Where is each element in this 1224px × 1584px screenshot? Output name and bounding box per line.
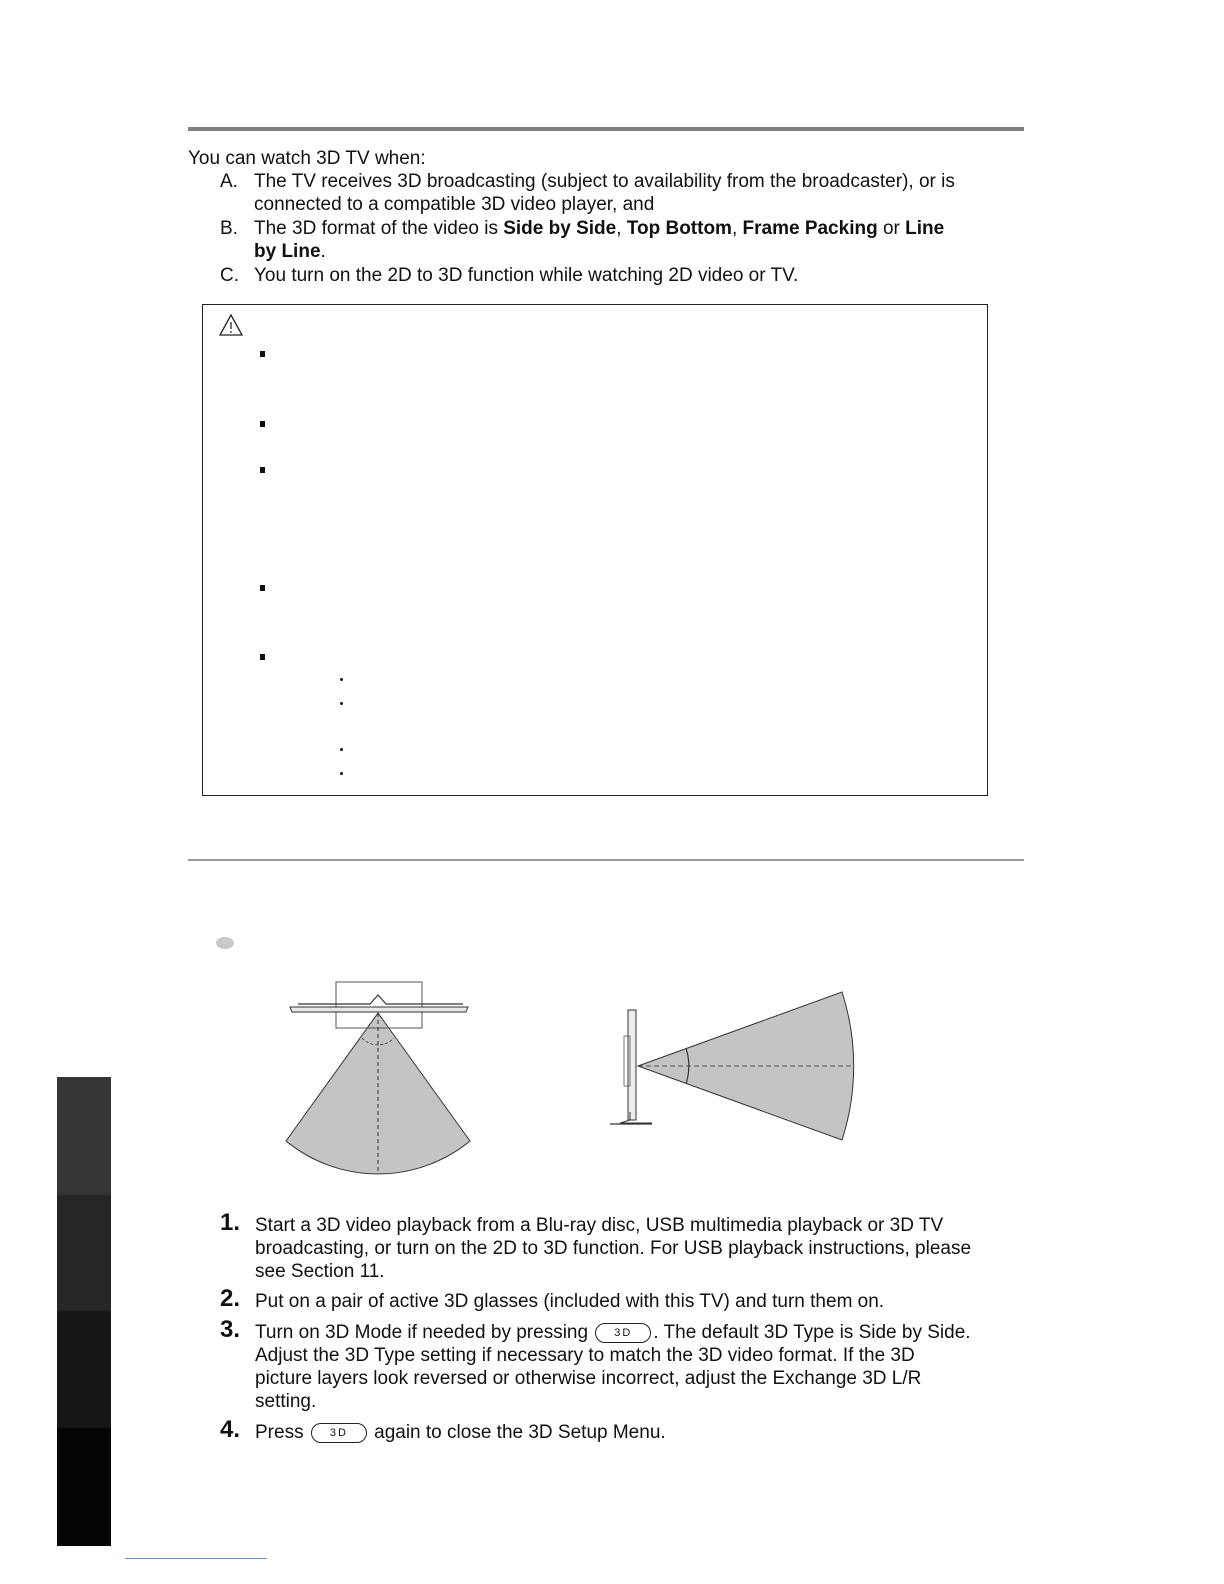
separator: or <box>877 218 906 239</box>
step-text: picture layers look reversed or otherwise incorrect, adjust the Exchange 3D L/R <box>255 1368 922 1389</box>
side-tab[interactable] <box>57 1428 111 1546</box>
format-side-by-side: Side by Side <box>503 218 617 239</box>
step-text: broadcasting, or turn on the 2D to 3D function. For USB playback instructions, please <box>255 1238 972 1259</box>
step-text: Adjust the 3D Type setting if necessary to match the 3D video format. If the 3D <box>255 1345 915 1366</box>
format-top-bottom: Top Bottom <box>626 218 732 239</box>
format-line-by-line: Line <box>905 218 945 239</box>
bullet-dot <box>340 702 343 705</box>
side-tab[interactable] <box>57 1077 111 1195</box>
3d-button-icon: 3D <box>595 1323 651 1343</box>
separator: , <box>616 218 627 239</box>
condition-letter: C. <box>220 265 239 286</box>
bullet-square <box>260 585 265 591</box>
condition-letter: B. <box>220 218 238 239</box>
condition-text: The 3D format of the video is <box>254 218 504 239</box>
bullet-square <box>260 654 265 660</box>
step-text: setting. <box>255 1391 317 1412</box>
side-tab[interactable] <box>57 1311 111 1428</box>
step-number: 2. <box>220 1285 241 1312</box>
bullet-square <box>260 467 265 473</box>
link-underline[interactable] <box>125 1558 267 1559</box>
bullet-square <box>260 351 265 357</box>
gray-bullet-icon <box>216 937 234 949</box>
separator: , <box>731 218 743 239</box>
warning-box <box>202 304 988 796</box>
3d-button-icon: 3D <box>311 1423 367 1443</box>
bullet-square <box>260 421 265 427</box>
side-tab[interactable] <box>57 1195 111 1311</box>
condition-letter: A. <box>220 171 238 192</box>
format-line-by-line-cont: by Line <box>254 241 321 262</box>
period: . <box>320 241 326 262</box>
step-text: Turn on 3D Mode if needed by pressing <box>255 1322 594 1343</box>
viewing-angle-top-diagram <box>278 978 478 1178</box>
step-text: . The default 3D Type is Side by Side. <box>653 1322 971 1343</box>
step-number: 1. <box>220 1209 241 1236</box>
bullet-dot <box>340 748 343 751</box>
step-number: 4. <box>220 1416 241 1443</box>
format-frame-packing: Frame Packing <box>742 218 878 239</box>
section-rule-top <box>188 127 1024 131</box>
condition-text: You turn on the 2D to 3D function while watching 2D video or TV. <box>254 265 799 286</box>
step-text: see Section 11. <box>255 1261 385 1282</box>
condition-text: The TV receives 3D broadcasting (subject to availability from the broadcaster), or is <box>254 171 955 192</box>
step-number: 3. <box>220 1316 241 1343</box>
intro-text: You can watch 3D TV when: <box>188 148 426 169</box>
step-text: Start a 3D video playback from a Blu-ray disc, USB multimedia playback or 3D TV <box>255 1215 944 1236</box>
warning-triangle-icon <box>218 313 244 337</box>
section-rule-middle <box>188 859 1024 861</box>
step-text: again to close the 3D Setup Menu. <box>368 1422 666 1443</box>
step-text: Press <box>255 1422 309 1443</box>
bullet-dot <box>340 772 343 775</box>
step-text: Put on a pair of active 3D glasses (included with this TV) and turn them on. <box>255 1291 885 1312</box>
condition-text: connected to a compatible 3D video player, and <box>254 194 655 215</box>
bullet-dot <box>340 678 343 681</box>
viewing-angle-side-diagram <box>600 986 860 1146</box>
